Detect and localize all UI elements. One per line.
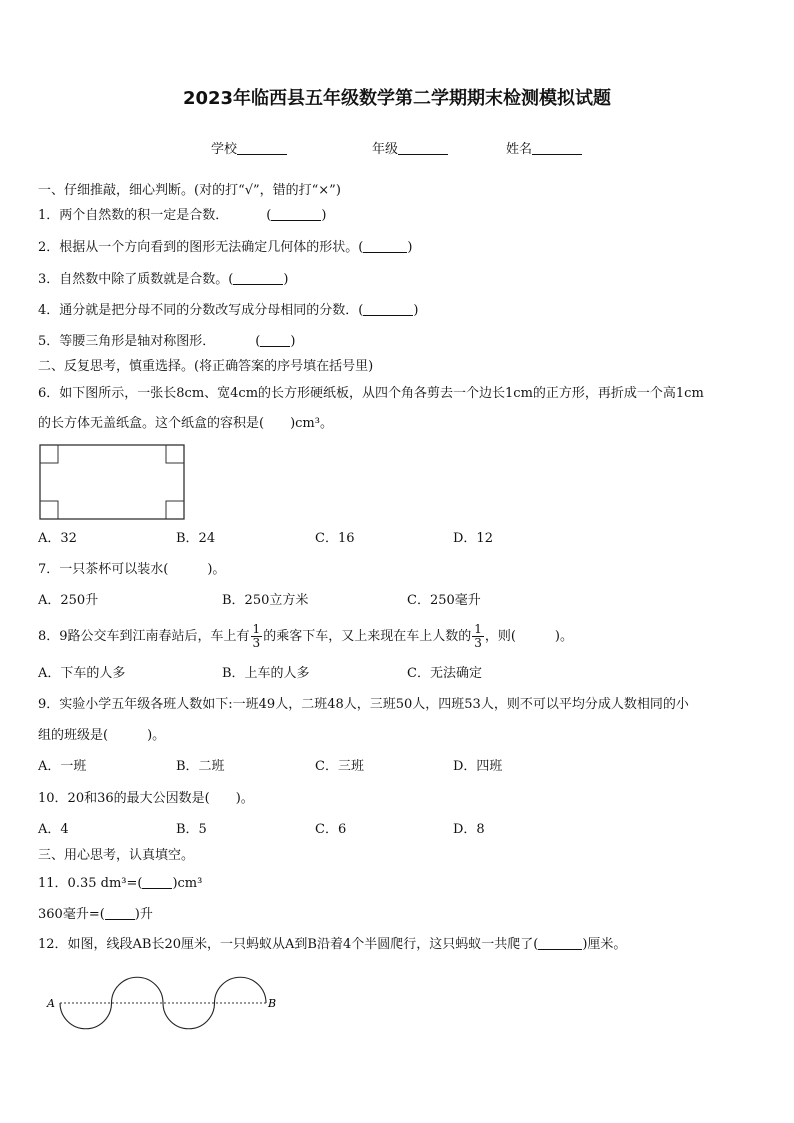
semicircle-4 bbox=[215, 977, 267, 1003]
q6-option-b[interactable]: B．24 bbox=[176, 531, 216, 546]
semicircle-2 bbox=[112, 977, 164, 1003]
question-11: 11．0.35 dm³=( )cm³ bbox=[38, 876, 203, 891]
school-label: 学校 bbox=[211, 142, 238, 157]
grade-field[interactable] bbox=[372, 141, 448, 158]
question-6-line1: 6．如下图所示，一张长8cm、宽4cm的长方形硬纸板，从四个角各剪去一个边长1cm的正方形，再折成一个高1cm bbox=[38, 386, 704, 401]
page-title: 2023年临西县五年级数学第二学期期末检测模拟试题 bbox=[182, 88, 612, 109]
answer-blank-5[interactable] bbox=[260, 333, 290, 347]
answer-blank-12[interactable] bbox=[538, 936, 582, 950]
semicircle-1 bbox=[60, 1003, 112, 1029]
question-9-line1: 9．实验小学五年级各班人数如下:一班49人，二班48人，三班50人，四班53人，则不可以平均分成人数相同的小 bbox=[38, 697, 689, 712]
corner-square-top-right bbox=[166, 445, 184, 463]
q8-option-a[interactable]: A．下车的人多 bbox=[38, 666, 126, 681]
q10-option-a[interactable]: A．4 bbox=[38, 822, 69, 837]
q8-option-c[interactable]: C．无法确定 bbox=[407, 666, 482, 681]
answer-blank-11a[interactable] bbox=[142, 875, 172, 889]
name-blank[interactable] bbox=[532, 141, 582, 155]
answer-blank-3[interactable] bbox=[233, 271, 283, 285]
corner-square-top-left bbox=[40, 445, 58, 463]
q7-option-c[interactable]: C．250毫升 bbox=[407, 593, 481, 608]
school-blank[interactable] bbox=[237, 141, 287, 155]
q7-option-a[interactable]: A．250升 bbox=[38, 593, 99, 608]
question-3: 3．自然数中除了质数就是合数。( ) bbox=[38, 272, 289, 287]
corner-square-bottom-right bbox=[166, 501, 184, 519]
q6-option-c[interactable]: C．16 bbox=[315, 531, 355, 546]
semicircle-3 bbox=[163, 1003, 215, 1029]
fraction-one-third: $\frac{1}{3}$ bbox=[474, 622, 482, 650]
grade-label: 年级 bbox=[372, 142, 399, 157]
point-b-label: B bbox=[268, 997, 277, 1010]
question-1: 1．两个自然数的积一定是合数． ( ) bbox=[38, 208, 327, 223]
section3-heading: 三、用心思考，认真填空。 bbox=[38, 848, 195, 863]
cardboard-diagram bbox=[38, 443, 186, 523]
corner-square-bottom-left bbox=[40, 501, 58, 519]
grade-blank[interactable] bbox=[398, 141, 448, 155]
q7-option-b[interactable]: B．250立方米 bbox=[222, 593, 309, 608]
answer-blank-11b[interactable] bbox=[105, 906, 135, 920]
q10-option-c[interactable]: C．6 bbox=[315, 822, 347, 837]
question-8: 8．9路公交车到江南春站后，车上有 $\frac{1}{3}$ 的乘客下车，又上来现在车上人数的 $\frac{1}{3}$ ，则( )。 bbox=[38, 622, 573, 650]
section2-heading: 二、反复思考，慎重选择。(将正确答案的序号填在括号里) bbox=[38, 359, 374, 374]
semicircle-path-diagram bbox=[40, 972, 285, 1034]
question-5: 5．等腰三角形是轴对称图形． ( ) bbox=[38, 334, 296, 349]
question-12: 12．如图，线段AB长20厘米，一只蚂蚁从A到B沿着4个半圆爬行，这只蚂蚁一共爬了( )厘米。 bbox=[38, 937, 627, 952]
q10-option-d[interactable]: D．8 bbox=[453, 822, 485, 837]
q8-option-b[interactable]: B．上车的人多 bbox=[222, 666, 310, 681]
q10-option-b[interactable]: B．5 bbox=[176, 822, 207, 837]
name-label: 姓名 bbox=[506, 142, 533, 157]
answer-blank-2[interactable] bbox=[363, 239, 407, 253]
section1-heading: 一、仔细推敲，细心判断。(对的打“√”，错的打“×”) bbox=[38, 183, 341, 198]
fraction-one-third: $\frac{1}{3}$ bbox=[252, 622, 261, 650]
cardboard-outline bbox=[40, 445, 184, 519]
q9-option-a[interactable]: A．一班 bbox=[38, 759, 87, 774]
answer-blank-1[interactable] bbox=[271, 207, 321, 221]
question-6-line2: 的长方体无盖纸盒。这个纸盒的容积是( )cm³。 bbox=[38, 416, 333, 431]
q9-option-b[interactable]: B．二班 bbox=[176, 759, 225, 774]
question-4: 4．通分就是把分母不同的分数改写成分母相同的分数．( ) bbox=[38, 303, 419, 318]
q9-option-c[interactable]: C．三班 bbox=[315, 759, 364, 774]
question-7: 7．一只茶杯可以装水( )。 bbox=[38, 562, 226, 577]
q9-option-d[interactable]: D．四班 bbox=[453, 759, 503, 774]
q6-option-d[interactable]: D．12 bbox=[453, 531, 493, 546]
question-2: 2．根据从一个方向看到的图形无法确定几何体的形状。( ) bbox=[38, 240, 413, 255]
answer-blank-4[interactable] bbox=[363, 302, 413, 316]
school-field[interactable] bbox=[211, 141, 287, 158]
point-a-label: A bbox=[47, 997, 55, 1010]
question-11b: 360毫升=( )升 bbox=[38, 907, 153, 922]
question-9-line2: 组的班级是( )。 bbox=[38, 728, 166, 743]
question-10: 10．20和36的最大公因数是( )。 bbox=[38, 791, 254, 806]
name-field[interactable] bbox=[506, 141, 582, 158]
q6-option-a[interactable]: A．32 bbox=[38, 531, 77, 546]
